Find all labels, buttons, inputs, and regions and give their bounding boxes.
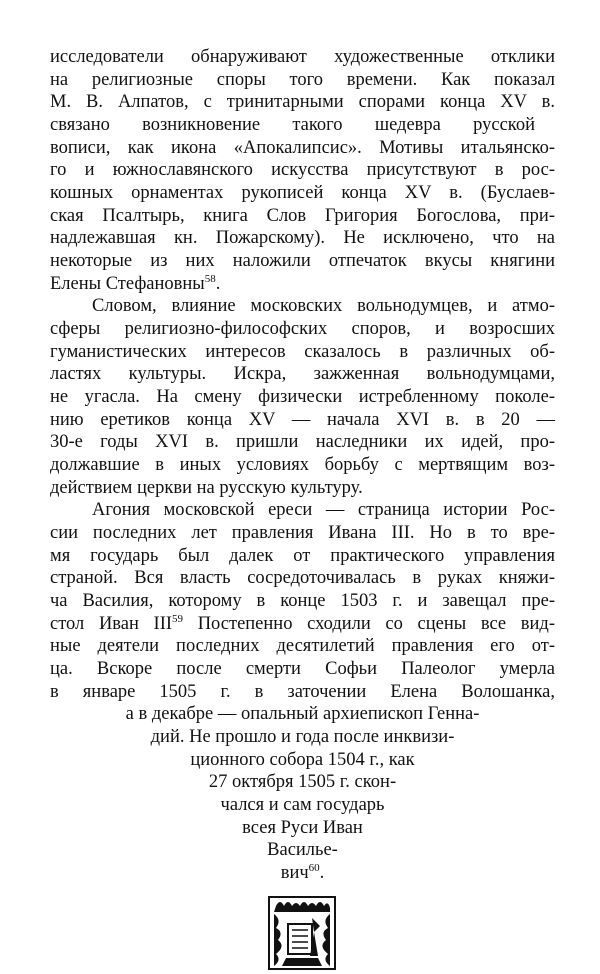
line-text: ча Василия, которому в конце 1503 г. и завещал пре- bbox=[50, 591, 555, 611]
line-text: мя государь был далек от практического управления bbox=[50, 545, 555, 566]
text-line bbox=[50, 860, 555, 886]
line-text: го и южнославянского искусства присутствуют в рос- bbox=[50, 160, 555, 181]
line-text: сии последних лет правления Ивана III. Но в то вре- bbox=[50, 523, 555, 543]
line-text: Агония московской ереси — страница истории Рос- bbox=[92, 500, 555, 521]
line-text: 27 октября 1505 г. скон- bbox=[208, 772, 397, 793]
line-text: кошных орнаментах рукописей конца XV в. (Буслаев- bbox=[50, 183, 555, 203]
line-text: чался и сам государь bbox=[220, 795, 385, 815]
line-text: стол Иван III bbox=[50, 613, 173, 634]
line-text: ные деятели последних десятилетий правления его от- bbox=[50, 636, 555, 657]
line-text: в январе 1505 г. в заточении Елена Волошанка, bbox=[50, 681, 555, 702]
line-text: не угасла. На смену физически истребленному поколе- bbox=[50, 387, 555, 407]
line-text: нию еретиков конца XV — начала XVI в. в 20 — bbox=[50, 409, 555, 430]
line-text: связано возникновение такого шедевра русской bbox=[50, 115, 535, 135]
line-text: некоторые из них наложили отпечаток вкусы княгини bbox=[50, 251, 555, 271]
line-text-tail: . bbox=[215, 273, 221, 294]
line-text: ластях культуры. Искра, зажженная вольнодумцами, bbox=[50, 364, 555, 385]
line-text: должавшие в иных условиях борьбу с мертвящим воз- bbox=[50, 455, 555, 475]
line-text: сферы религиозно-философских споров, и возросших bbox=[50, 319, 555, 339]
footnote-ref: 58 bbox=[204, 272, 216, 285]
footnote-ref: 60 bbox=[308, 862, 320, 874]
line-text: М. В. Алпатов, с тринитарными спорами конца XV в. bbox=[50, 92, 555, 113]
line-text: а в декабре — опальный архиепископ Генна- bbox=[125, 704, 480, 725]
line-text: вописи, как икона «Апокалипсис». Мотивы итальянско- bbox=[50, 137, 555, 158]
line-text: 30-е годы XVI в. пришли наследники их идей, про- bbox=[50, 432, 555, 453]
line-text: исследователи обнаруживают художественные отклики bbox=[50, 47, 555, 67]
line-text: гуманистических интересов сказалось в различных об- bbox=[50, 341, 555, 362]
line-text: Василье- bbox=[267, 840, 338, 861]
line-text-tail: Постепенно сходили со сцены все вид- bbox=[183, 613, 555, 634]
line-text: всея Руси Иван bbox=[242, 817, 363, 838]
line-text: вич bbox=[280, 863, 309, 883]
line-text: Словом, влияние московских вольнодумцев, и атмо- bbox=[92, 296, 555, 317]
line-text: страной. Вся власть сосредоточивалась в руках княжи- bbox=[50, 568, 555, 589]
line-text: ская Псалтырь, книга Слов Григория Богослова, при- bbox=[50, 205, 555, 226]
line-text: на религиозные споры того времени. Как показал bbox=[50, 69, 555, 90]
line-text: надлежавшая кн. Пожарскому). Не исключено, что на bbox=[50, 228, 555, 249]
line-text: ционного собора 1504 г., как bbox=[190, 749, 415, 770]
line-text-tail: . bbox=[319, 863, 325, 883]
line-text: Елены Стефановны bbox=[50, 273, 205, 294]
line-text: дий. Не прошло и года после инквизи- bbox=[150, 727, 455, 747]
footnote-ref: 59 bbox=[172, 612, 184, 625]
line-text: действием церкви на русскую культуру. bbox=[50, 477, 363, 498]
ornament-icon bbox=[268, 896, 336, 970]
line-text: ца. Вскоре после смерти Софьи Палеолог умерла bbox=[50, 659, 555, 679]
